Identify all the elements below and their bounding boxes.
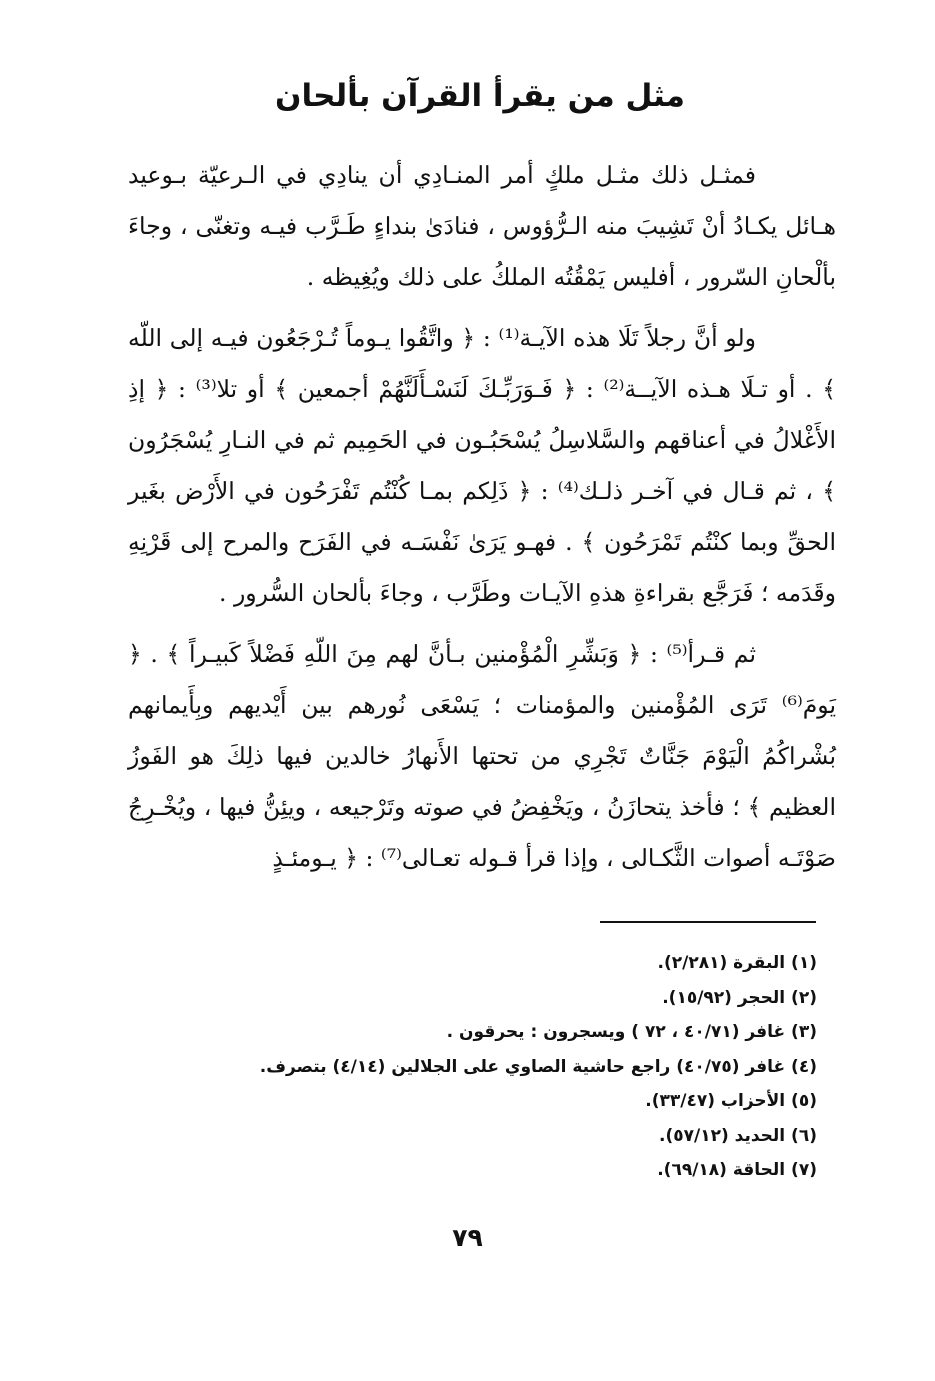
footnotes-list bbox=[130, 946, 817, 1188]
footnote-separator bbox=[600, 921, 816, 923]
paragraph-1: فمثـل ذلك مثـل ملكٍ أمر المنـادِي أن ينادِي في الـرعيّة بـوعيد هـائل يكـادُ أنْ تَشِيبَ منه الـرُّؤوس ، فنادَىٰ بنداءٍ طَـرَّب فيـه وتغنّى ، وجاءَ بألْحانِ السّرور ، أفليس يَمْقُتُه الملكُ على ذلك ويُغِيظه . bbox=[128, 161, 836, 291]
main-text bbox=[128, 150, 836, 884]
footnote-4: (٤) غافر (٤٠/٧٥) راجع حاشية الصاوي على الجلالين (٤/١٤) بتصرف. bbox=[259, 1056, 817, 1077]
paragraph-3: ثم قـرأ⁽⁵⁾ : ﴿ وَبَشِّرِ الْمُؤْمنين بـأنَّ لهم مِنَ اللّهِ فَضْلاً كَبيـراً ﴾ . ﴿ يَومَ⁽⁶⁾ تَرَى المُؤْمنين والمؤمنات ؛ يَسْعَى نُورهم بين أَيْديهم وبِأَيمانهم بُشْراكُمُ الْيَوْمَ جَنَّاتٌ تَجْرِي من تحتها الأَنهارُ خالدين فيها ذلِكَ هو الفَوزُ العظيم ﴾ ؛ فأخذ يتحازَنُ ، ويَخْفِضُ في صوته وتَرْجيعه ، ويئِنُّ فيها ، ويُخْـرِجُ صَوْتَـه أصوات الثَّكـالى ، وإذا قرأ قـوله تعـالى⁽⁷⁾ : ﴿ يـومئـذٍ bbox=[128, 640, 836, 872]
page-title: مثل من يقرأ القرآن بألحان bbox=[275, 78, 685, 114]
footnote-6: (٦) الحديد (٥٧/١٢). bbox=[659, 1125, 817, 1146]
footnote-2: (٢) الحجر (١٥/٩٢). bbox=[662, 987, 817, 1008]
footnote-7: (٧) الحاقة (٦٩/١٨). bbox=[657, 1160, 817, 1180]
paragraph-2: ولو أنَّ رجلاً تَلَا هذه الآيـة⁽¹⁾ : ﴿ واتَّقُوا يـوماً تُـرْجَعُون فيـه إلى اللّه ﴾ . أو تـلَا هـذه الآيــة⁽²⁾ : ﴿ فَـوَرَبِّـكَ لَنَسْـأَلَنَّهُمْ أجمعين ﴾ أو تلا⁽³⁾ : ﴿ إذِ الأَغْلالُ في أعناقهم والسَّلاسِلُ يُسْحَبُـون في الحَمِيم ثم في النـارِ يُسْجَرُون ﴾ ، ثم قـال في آخـر ذلـك⁽⁴⁾ : ﴿ ذَلِكم بمـا كُنْتُم تَفْرَحُون في الأَرْض بغَير الحقِّ وبما كنْتُم تَمْرَحُون ﴾ . فهـو يَرَىٰ نَفْسَـه في الفَرَح والمرح إلى قَرْنِهِ وقَدَمه ؛ فَرَجَّع بقراءةِ هذهِ الآيـات وطَرَّب ، وجاءَ بألحان السُّرور . bbox=[128, 324, 836, 607]
page-number: ٧٩ bbox=[452, 1223, 483, 1252]
footnote-5: (٥) الأحزاب (٣٣/٤٧). bbox=[645, 1091, 817, 1111]
footnote-1: (١) البقرة (٢/٢٨١). bbox=[657, 953, 817, 973]
footnote-3: (٣) غافر (٤٠/٧١ ، ٧٢ ) ويسجرون : يحرقون . bbox=[446, 1022, 817, 1042]
